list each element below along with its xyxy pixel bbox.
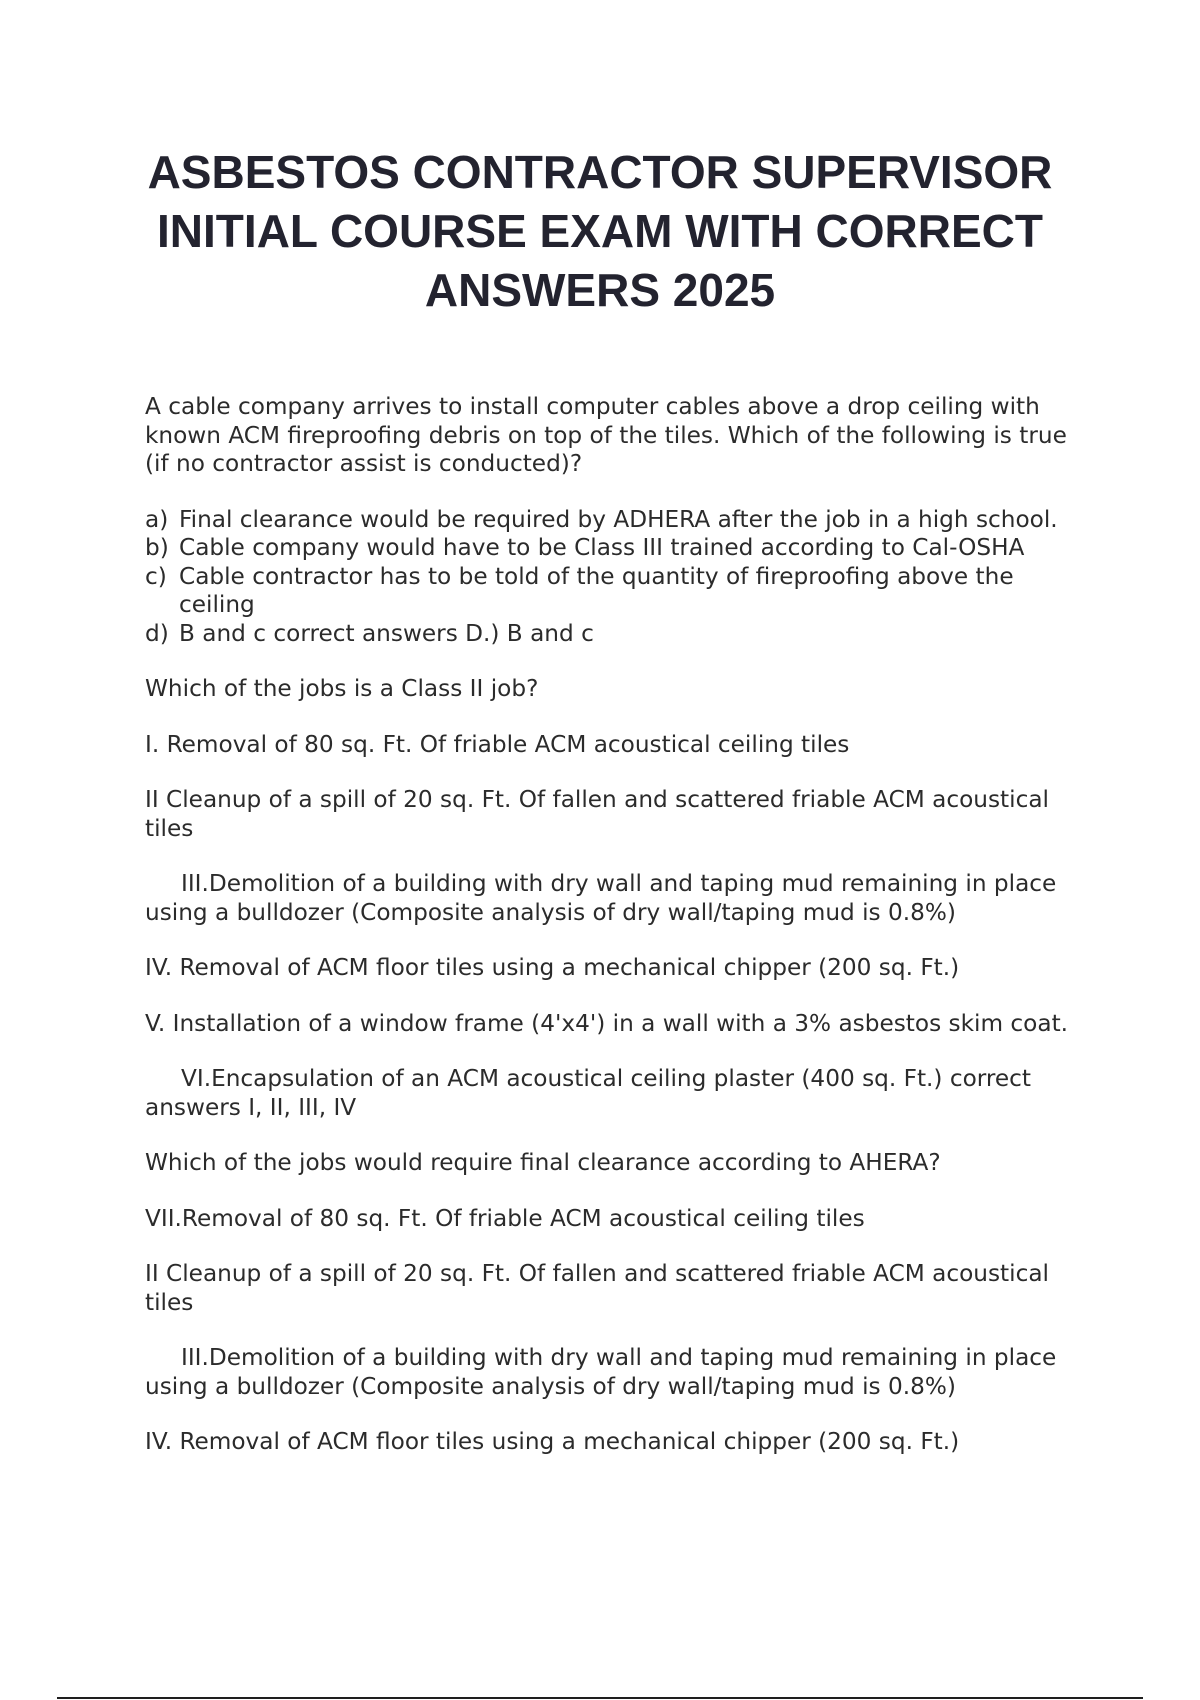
question-1-options [145, 506, 1085, 649]
question-2-text: Which of the jobs is a Class II job? [145, 675, 539, 702]
question-2-item: III.Demolition of a building with dry wall and taping mud remaining in place using a bulldozer (Composite analysis of dry wall/taping mud is 0.8%) [145, 870, 1057, 926]
question-2-item: IV. Removal of ACM floor tiles using a mechanical chipper (200 sq. Ft.) [145, 954, 960, 981]
question-3-item: III.Demolition of a building with dry wall and taping mud remaining in place using a bulldozer (Composite analysis of dry wall/taping mud is 0.8%) [145, 1344, 1057, 1400]
option-d [145, 620, 1085, 649]
footer-divider [57, 1697, 1143, 1699]
question-1-text: A cable company arrives to install computer cables above a drop ceiling with known ACM fireproofing debris on top of the tiles. Which of the following is true (if no contractor assist is conducted)? [145, 393, 1067, 477]
option-letter: a) [145, 505, 169, 533]
option-a [145, 506, 1085, 535]
question-2-item: V. Installation of a window frame (4'x4') in a wall with a 3% asbestos skim coat. [145, 1009, 1069, 1037]
document-title: ASBESTOS CONTRACTOR SUPERVISOR INITIAL COURSE EXAM WITH CORRECT ANSWERS 2025 [147, 146, 1053, 316]
question-2-item: VI.Encapsulation of an ACM acoustical ceiling plaster (400 sq. Ft.) correct answers I, II, III, IV [145, 1065, 1032, 1121]
option-text: B and c correct answers D.) B and c [179, 619, 594, 647]
document-body [145, 393, 1085, 1484]
question-3-item: IV. Removal of ACM floor tiles using a mechanical chipper (200 sq. Ft.) [145, 1428, 960, 1455]
option-c [145, 563, 1085, 620]
option-text: Cable company would have to be Class III trained according to Cal-OSHA [179, 534, 1025, 561]
option-text: Cable contractor has to be told of the quantity of fireproofing above the ceiling [179, 562, 1014, 618]
question-3-text: Which of the jobs would require final clearance according to AHERA? [145, 1149, 941, 1176]
option-letter: d) [145, 619, 169, 647]
option-letter: c) [145, 562, 167, 590]
question-3-item: II Cleanup of a spill of 20 sq. Ft. Of fallen and scattered friable ACM acoustical tiles [145, 1260, 1049, 1316]
question-3-item: VII.Removal of 80 sq. Ft. Of friable ACM acoustical ceiling tiles [145, 1204, 865, 1232]
option-letter: b) [145, 534, 169, 561]
question-2-item: II Cleanup of a spill of 20 sq. Ft. Of fallen and scattered friable ACM acoustical tiles [145, 786, 1049, 842]
option-b [145, 534, 1085, 563]
option-text: Final clearance would be required by ADHERA after the job in a high school. [179, 505, 1058, 533]
question-2-item: I. Removal of 80 sq. Ft. Of friable ACM acoustical ceiling tiles [145, 730, 850, 758]
